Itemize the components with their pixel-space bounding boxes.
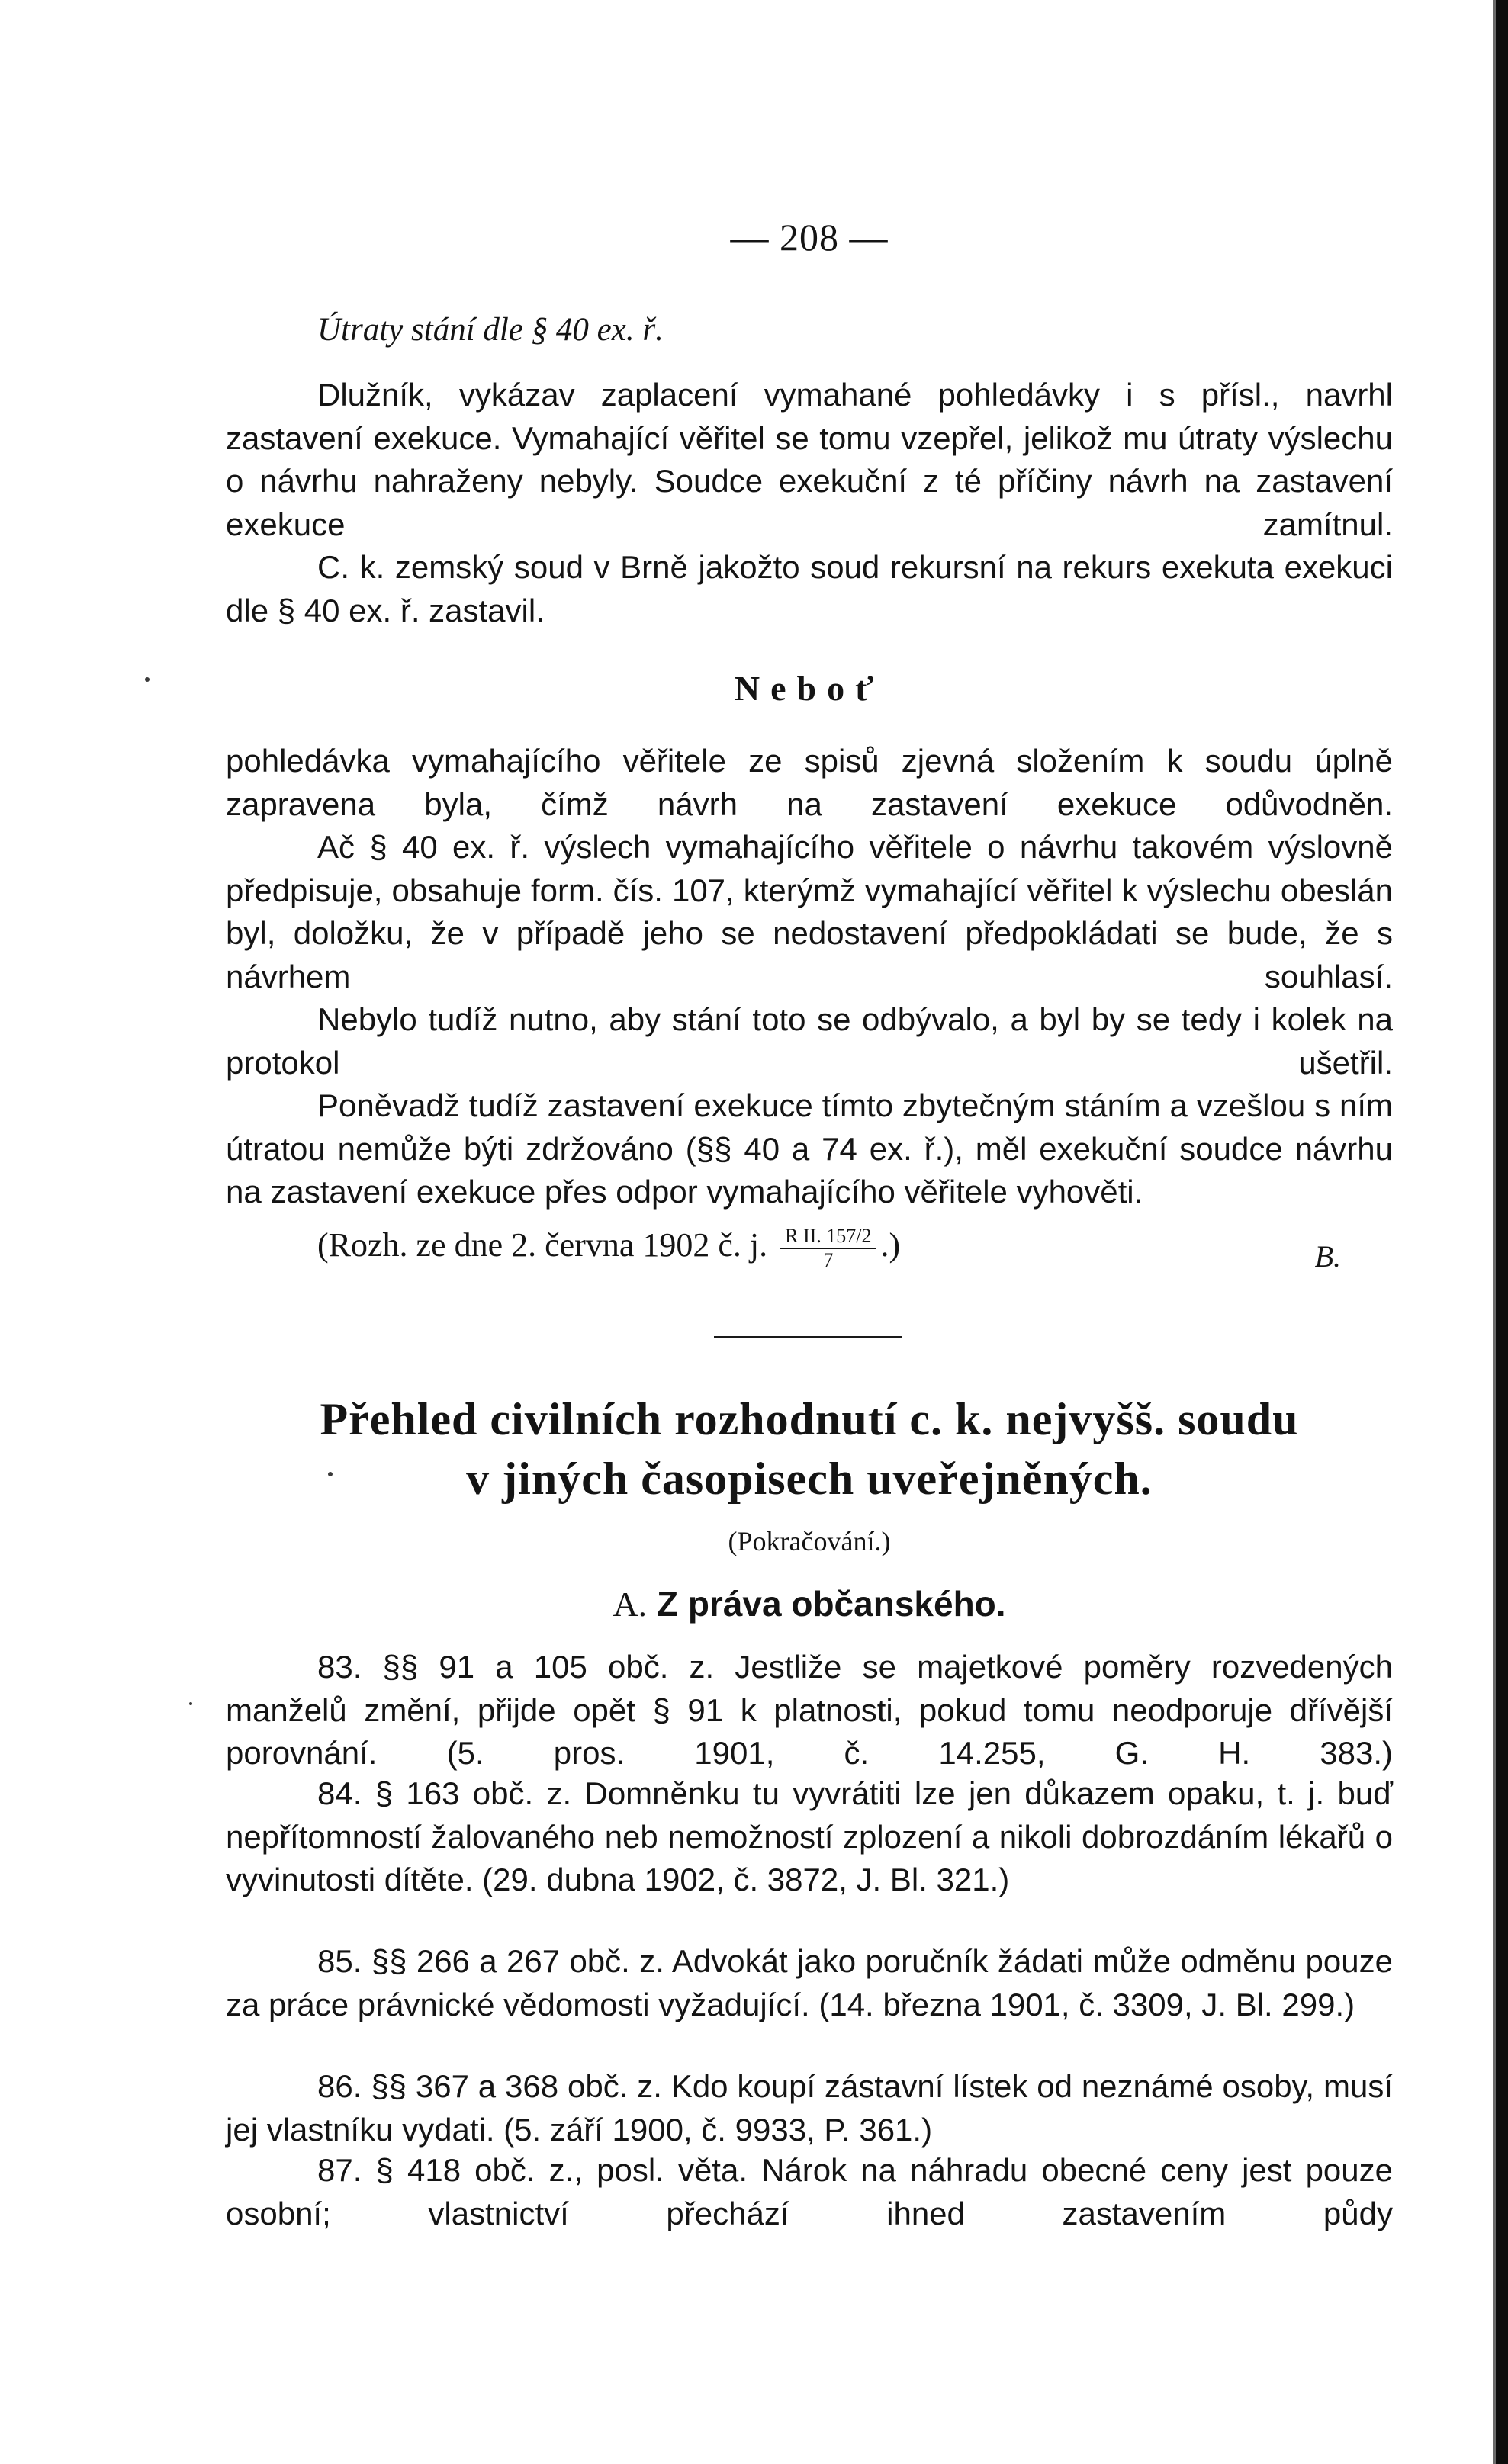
case-paragraph-6: Poněvadž tudíž zastavení exekuce tímto zbytečným stáním a vzešlou s ním útratou nemůže býti zdržováno (§§ 40 a 74 ex. ř.), měl exekuční soudce návrhu na zastavení exekuce přes odpor vymahajícího věřitele vyhověti. [226,1087,1393,1210]
print-speck [189,1702,192,1705]
page-binding-edge [1496,0,1508,2464]
case-paragraph-2: C. k. zemský soud v Brně jakožto soud rekursní na rekurs exekuta exekuci dle § 40 ex. ř. zastavil. [226,549,1393,628]
section-title [226,1389,1393,1508]
case-paragraph-4: Ač § 40 ex. ř. výslech vymahajícího věřitele o návrhu takovém výslovně předpisuje, obsahuje form. čís. 107, kterýmž vymahající věřitel k výslechu obeslán byl, doložku, že v případě jeho se nedostavení předpokládati se bude, že s návrhem souhlasí. [226,829,1393,994]
citation-fraction-top: R II. 157/2 [780,1225,876,1249]
reason-word: Neboť [734,669,885,708]
entry-84: 84. § 163 obč. z. Domněnku tu vyvrátiti lze jen důkazem opaku, t. j. buď nepřítomností žalovaného neb nemožností zplození a nikoli dobrozdáním lékařů o vyvinutosti dítěte. (29. dubna 1902, č. 3872, J. Bl. 321.) [226,1775,1393,1897]
citation-prefix: (Rozh. ze dne 2. června 1902 č. j. [317,1226,768,1264]
entry-85: 85. §§ 266 a 267 obč. z. Advokát jako poručník žádati může odměnu pouze za práce právnické vědomosti vyžadující. (14. března 1901, č. 3309, J. Bl. 299.) [226,1943,1393,2022]
citation-suffix: .) [880,1226,901,1264]
citation-fraction-bottom: 7 [823,1249,834,1271]
entry-83: 83. §§ 91 a 105 obč. z. Jestliže se majetkové poměry rozvedených manželů změní, přijde opět § 91 k platnosti, pokud tomu neodporuje dřívější porovnání. (5. pros. 1901, č. 14.255, G. H. 383.) [226,1649,1393,1771]
subsection-title: Z práva občanského. [656,1584,1006,1624]
entry-86: 86. §§ 367 a 368 obč. z. Kdo koupí zástavní lístek od neznámé osoby, musí jej vlastníku vydati. (5. září 1900, č. 9933, P. 361.) [226,2068,1393,2148]
continued-note: (Pokračování.) [728,1526,891,1556]
section-divider [714,1336,902,1338]
subsection-letter: A. [613,1585,648,1624]
author-initial: B. [1314,1239,1341,1274]
entry-87: 87. § 418 obč. z., posl. věta. Nárok na náhradu obecné ceny jest pouze osobní; vlastnictví přechází ihned zastavením půdy [226,2152,1393,2231]
case-paragraph-5: Nebylo tudíž nutno, aby stání toto se odbývalo, a byl by se tedy i kolek na protokol ušetřil. [226,1001,1393,1081]
page-number: — 208 — [730,216,889,259]
page-binding-shadow [1493,0,1496,2464]
case-paragraph-1: Dlužník, vykázav zaplacení vymahané pohledávky i s přísl., navrhl zastavení exekuce. Vymahající věřitel se tomu vzepřel, jelikož mu útraty výslechu o návrhu nahraženy nebyly. Soudce exekuční z té příčiny návrh na zastavení exekuce zamítnul. [226,377,1393,542]
subsection-heading [226,1583,1393,1624]
case-subheading: Útraty stání dle § 40 ex. ř. [317,312,664,348]
citation-fraction [780,1225,876,1272]
section-title-line-1: Přehled civilních rozhodnutí c. k. nejvyšš. soudu [320,1394,1299,1444]
case-paragraph-3: pohledávka vymahajícího věřitele ze spisů zjevná složením k soudu úplně zapravena byla, čímž návrh na zastavení exekuce odůvodněn. [226,743,1393,822]
section-title-line-2: v jiných časopisech uveřejněných. [466,1454,1153,1504]
case-citation [317,1225,1385,1272]
print-speck [145,677,150,682]
